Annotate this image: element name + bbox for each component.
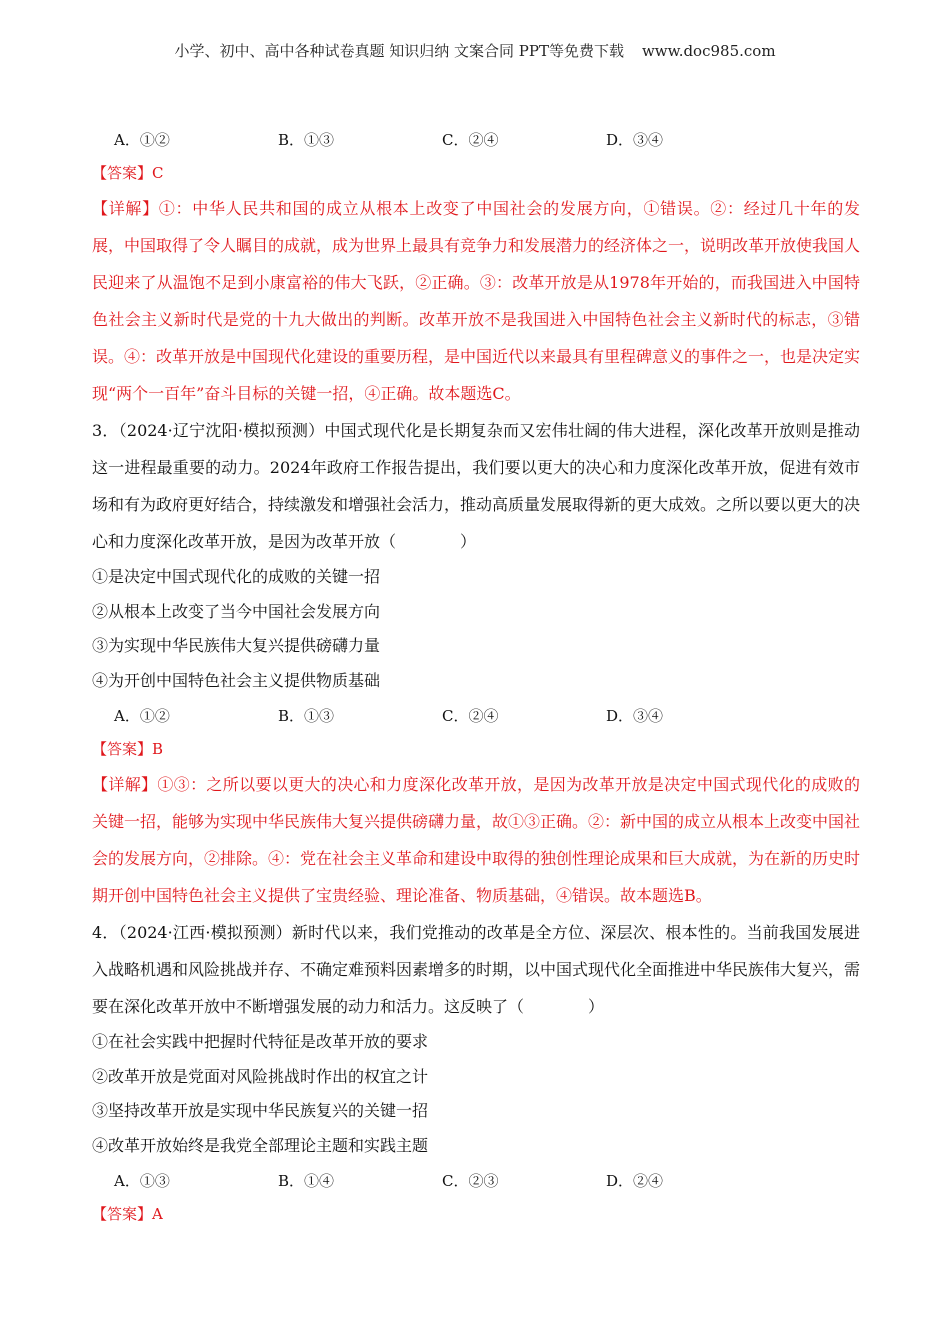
option-b: B．①③ bbox=[278, 706, 335, 725]
detail-q2 bbox=[92, 190, 860, 412]
option-b: B．①③ bbox=[278, 130, 335, 149]
option-c: C．②④ bbox=[442, 130, 499, 149]
option-b: B．①④ bbox=[278, 1171, 335, 1190]
answer-tag: 【答案】 bbox=[92, 164, 153, 182]
detail-text: ①：中华人民共和国的成立从根本上改变了中国社会的发展方向，①错误。②：经过几十年的发展，中国取得了令人瞩目的成就，成为世界上最具有竞争力和发展潜力的经济体之一，说明改革开放使我国人民迎来了从温饱不足到小康富裕的伟大飞跃，②正确。③：改革开放是从1978年开始的，而我国进入中国特色社会主义新时代是党的十九大做出的判断。改革开放不是我国进入中国特色社会主义新时代的标志，③错误。④：改革开放是中国现代化建设的重要历程，是中国近代以来最具有里程碑意义的事件之一，也是决定实现“两个一百年”奋斗目标的关键一招，④正确。故本题选C。 bbox=[92, 199, 861, 403]
header-site: www.doc985.com bbox=[641, 42, 776, 60]
options-row-q2 bbox=[92, 122, 860, 156]
answer-tag: 【答案】 bbox=[92, 740, 153, 758]
choice-4: ④为开创中国特色社会主义提供物质基础 bbox=[92, 670, 381, 690]
answer-q2 bbox=[92, 156, 860, 190]
option-c: C．②④ bbox=[442, 706, 499, 725]
choice-3: ③为实现中华民族伟大复兴提供磅礴力量 bbox=[92, 636, 381, 655]
option-a: A．①② bbox=[114, 706, 170, 725]
choice-4: ④改革开放始终是我党全部理论主题和实践主题 bbox=[92, 1135, 429, 1155]
detail-q3 bbox=[92, 766, 860, 914]
answer-value: A bbox=[152, 1205, 163, 1223]
document-body bbox=[92, 122, 860, 1231]
answer-q4 bbox=[92, 1197, 860, 1231]
options-row-q3 bbox=[92, 698, 860, 732]
option-a: A．①② bbox=[114, 130, 170, 149]
choice-3: ③坚持改革开放是实现中华民族复兴的关键一招 bbox=[92, 1101, 429, 1120]
answer-value: C bbox=[152, 164, 164, 182]
choice-1: ①在社会实践中把握时代特征是改革开放的要求 bbox=[92, 1032, 429, 1051]
choice-2: ②从根本上改变了当今中国社会发展方向 bbox=[92, 601, 381, 621]
options-row-q4 bbox=[92, 1163, 860, 1197]
option-d: D．③④ bbox=[606, 706, 664, 725]
option-a: A．①③ bbox=[114, 1171, 170, 1190]
question-4-stem: 4．（2024·江西·模拟预测）新时代以来，我们党推动的改革是全方位、深层次、根本性的。当前我国发展进入战略机遇和风险挑战并存、不确定难预料因素增多的时期，以中国式现代化全面推进中华民族伟大复兴，需要在深化改革开放中不断增强发展的动力和活力。这反映了（ ） bbox=[92, 923, 861, 1016]
header-text: 小学、初中、高中各种试卷真题 知识归纳 文案合同 PPT等免费下载 bbox=[174, 42, 624, 60]
option-c: C．②③ bbox=[442, 1171, 499, 1190]
answer-value: B bbox=[152, 740, 164, 758]
choice-1: ①是决定中国式现代化的成败的关键一招 bbox=[92, 567, 381, 586]
option-d: D．③④ bbox=[606, 130, 664, 149]
page-header bbox=[0, 40, 950, 61]
answer-q3 bbox=[92, 732, 860, 766]
detail-text: ①③：之所以要以更大的决心和力度深化改革开放，是因为改革开放是决定中国式现代化的成败的关键一招，能够为实现中华民族伟大复兴提供磅礴力量，故①③正确。②：新中国的成立从根本上改变中国社会的发展方向，②排除。④：党在社会主义革命和建设中取得的独创性理论成果和巨大成就，为在新的历史时期开创中国特色社会主义提供了宝贵经验、理论准备、物质基础，④错误。故本题选B。 bbox=[92, 775, 861, 905]
option-d: D．②④ bbox=[606, 1171, 664, 1190]
detail-tag: 【详解】 bbox=[92, 199, 159, 218]
choice-2: ②改革开放是党面对风险挑战时作出的权宜之计 bbox=[92, 1066, 429, 1086]
answer-tag: 【答案】 bbox=[92, 1205, 153, 1223]
detail-tag: 【详解】 bbox=[92, 775, 158, 794]
question-3-stem: 3．（2024·辽宁沈阳·模拟预测）中国式现代化是长期复杂而又宏伟壮阔的伟大进程，深化改革开放则是推动这一进程最重要的动力。2024年政府工作报告提出，我们要以更大的决心和力度深化改革开放，促进有效市场和有为政府更好结合，持续激发和增强社会活力，推动高质量发展取得新的更大成效。之所以要以更大的决心和力度深化改革开放，是因为改革开放（ ） bbox=[92, 421, 861, 551]
